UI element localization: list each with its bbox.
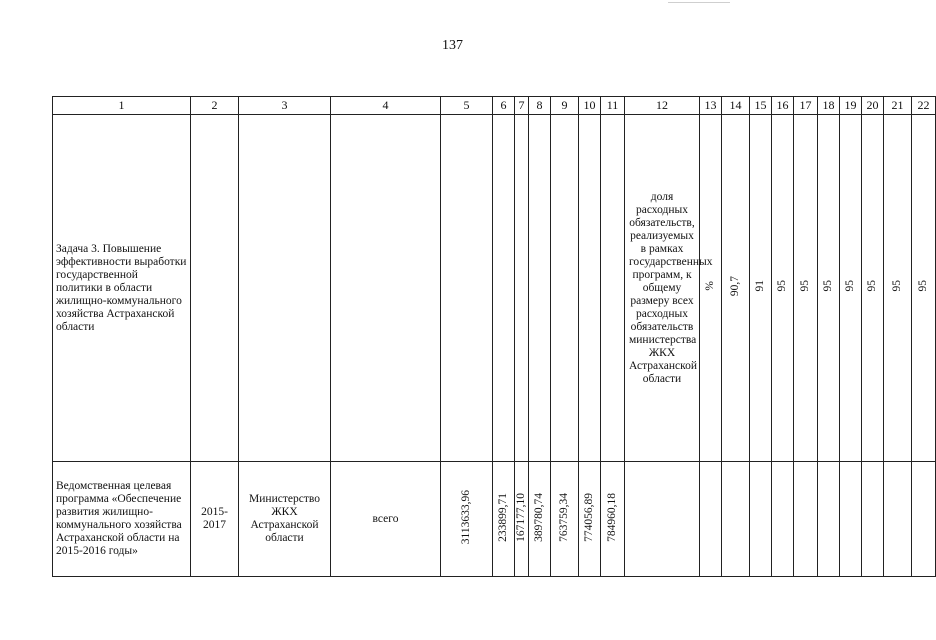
empty-cell (840, 462, 862, 577)
empty-cell (912, 462, 936, 577)
amount-cell (493, 462, 515, 577)
col-header: 6 (493, 97, 515, 115)
indicator-value: 90,7 (729, 275, 741, 297)
scan-mark (668, 2, 730, 3)
empty-cell (700, 462, 722, 577)
task-cell: Задача 3. Повышение эффективности выработки государственной политики в области жилищно-коммунального хозяйства Астраханской области (53, 115, 191, 462)
table-row (53, 115, 936, 462)
amount-cell (601, 462, 625, 577)
col-header: 1 (53, 97, 191, 115)
col-header: 21 (884, 97, 912, 115)
value-cell (862, 115, 884, 462)
value-cell (772, 115, 794, 462)
empty-cell (441, 115, 493, 462)
indicator-value: 95 (822, 280, 834, 292)
empty-cell (862, 462, 884, 577)
page-number: 137 (442, 38, 463, 53)
value-cell (912, 115, 936, 462)
value-cell (794, 115, 818, 462)
indicator-value: 95 (866, 280, 878, 292)
col-header: 22 (912, 97, 936, 115)
year-amount: 167177,10 (515, 492, 527, 542)
empty-cell (493, 115, 515, 462)
col-header: 10 (579, 97, 601, 115)
amount-cell (515, 462, 529, 577)
empty-cell (551, 115, 579, 462)
empty-cell (884, 462, 912, 577)
col-header: 17 (794, 97, 818, 115)
year-amount: 784960,18 (606, 492, 618, 542)
empty-cell (515, 115, 529, 462)
year-amount: 389780,74 (533, 492, 545, 542)
unit-cell (700, 115, 722, 462)
col-header: 20 (862, 97, 884, 115)
program-table (52, 96, 936, 577)
unit-value: % (704, 281, 716, 291)
header-row (53, 97, 936, 115)
amount-cell (579, 462, 601, 577)
indicator-value: 95 (891, 280, 903, 292)
col-header: 12 (625, 97, 700, 115)
empty-cell (625, 462, 700, 577)
value-cell (884, 115, 912, 462)
executor-cell: Министерство ЖКХ Астраханской области (239, 462, 331, 577)
year-amount: 233899,71 (497, 492, 509, 542)
indicator-value: 95 (844, 280, 856, 292)
indicator-cell: доля расходных обязательств, реализуемых в рамках государственных программ, к общему размеру всех расходных обязательств министерства ЖКХ Астраханской области (625, 115, 700, 462)
col-header: 19 (840, 97, 862, 115)
empty-cell (579, 115, 601, 462)
col-header: 9 (551, 97, 579, 115)
total-cell (441, 462, 493, 577)
col-header: 2 (191, 97, 239, 115)
program-cell: Ведомственная целевая программа «Обеспечение развития жилищно-коммунального хозяйства Астраханской области на 2015-2016 годы» (53, 462, 191, 577)
empty-cell (818, 462, 840, 577)
empty-cell (722, 462, 750, 577)
empty-cell (331, 115, 441, 462)
year-amount: 774056,89 (583, 492, 595, 542)
indicator-value: 95 (917, 280, 929, 292)
value-cell (840, 115, 862, 462)
value-cell (750, 115, 772, 462)
table-row (53, 462, 936, 577)
value-cell (722, 115, 750, 462)
col-header: 11 (601, 97, 625, 115)
value-cell (818, 115, 840, 462)
amount-cell (529, 462, 551, 577)
empty-cell (750, 462, 772, 577)
total-amount: 3113633,96 (460, 489, 472, 545)
col-header: 15 (750, 97, 772, 115)
col-header: 5 (441, 97, 493, 115)
col-header: 8 (529, 97, 551, 115)
empty-cell (772, 462, 794, 577)
col-header: 4 (331, 97, 441, 115)
empty-cell (529, 115, 551, 462)
indicator-value: 95 (799, 280, 811, 292)
source-cell: всего (331, 462, 441, 577)
col-header: 7 (515, 97, 529, 115)
year-amount: 763759,34 (558, 492, 570, 542)
empty-cell (794, 462, 818, 577)
empty-cell (191, 115, 239, 462)
empty-cell (239, 115, 331, 462)
empty-cell (601, 115, 625, 462)
indicator-value: 91 (754, 280, 766, 292)
period-cell: 2015-2017 (191, 462, 239, 577)
col-header: 14 (722, 97, 750, 115)
col-header: 3 (239, 97, 331, 115)
indicator-value: 95 (776, 280, 788, 292)
col-header: 16 (772, 97, 794, 115)
amount-cell (551, 462, 579, 577)
col-header: 13 (700, 97, 722, 115)
col-header: 18 (818, 97, 840, 115)
